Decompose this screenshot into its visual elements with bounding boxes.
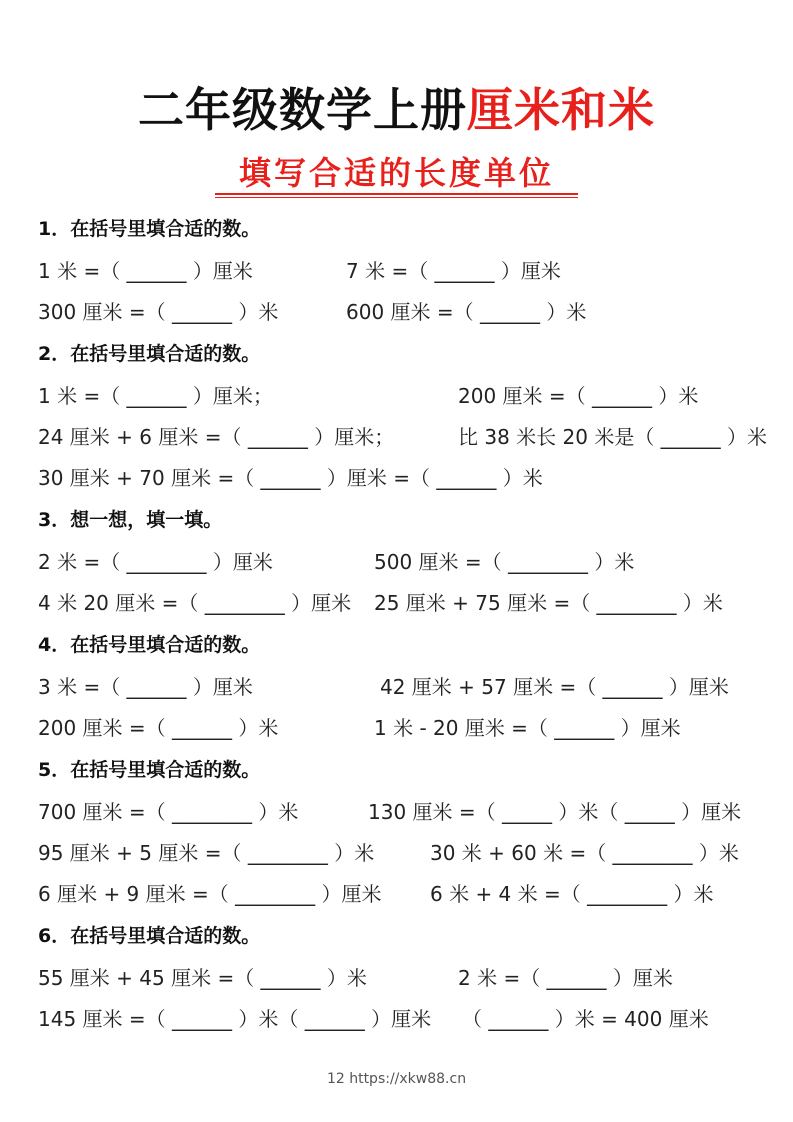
question-item: 1 米 =（ ______ ）厘米 [38, 259, 253, 283]
question-item: 600 厘米 =（ ______ ）米 [346, 300, 587, 324]
question-item: 500 厘米 =（ ________ ）米 [374, 550, 635, 574]
question-item: 200 厘米 =（ ______ ）米 [38, 716, 279, 740]
question-item: 4 米 20 厘米 =（ ________ ）厘米 [38, 591, 352, 615]
question-item: 25 厘米 + 75 厘米 =（ ________ ）米 [374, 591, 723, 615]
page-footer: 12 https://xkw88.cn [326, 1071, 467, 1087]
question-item: 2 米 =（ ________ ）厘米 [38, 550, 273, 574]
question-item: 30 米 + 60 米 =（ ________ ）米 [430, 841, 739, 865]
section-4-heading: 4．在括号里填合适的数。 [38, 634, 261, 656]
question-item: 30 厘米 + 70 厘米 =（ ______ ）厘米 =（ ______ ）米 [38, 466, 543, 490]
question-item: 55 厘米 + 45 厘米 =（ ______ ）米 [38, 966, 367, 990]
question-item: 1 米 - 20 厘米 =（ ______ ）厘米 [374, 716, 681, 740]
subtitle-underline [215, 193, 578, 195]
question-item: 6 厘米 + 9 厘米 =（ ________ ）厘米 [38, 882, 382, 906]
question-item: 7 米 =（ ______ ）厘米 [346, 259, 561, 283]
section-1-heading: 1．在括号里填合适的数。 [38, 218, 261, 240]
section-6-heading: 6．在括号里填合适的数。 [38, 925, 261, 947]
subtitle-underline-thin [215, 197, 578, 198]
question-item: 24 厘米 + 6 厘米 =（ ______ ）厘米； [38, 425, 395, 449]
question-item: 6 米 + 4 米 =（ ________ ）米 [430, 882, 714, 906]
question-item: （ ______ ）米 = 400 厘米 [462, 1007, 709, 1031]
section-3-heading: 3．想一想，填一填。 [38, 509, 223, 531]
question-item: 300 厘米 =（ ______ ）米 [38, 300, 279, 324]
title-main: 二年级数学上册 [138, 83, 467, 137]
question-item: 95 厘米 + 5 厘米 =（ ________ ）米 [38, 841, 375, 865]
question-item: 3 米 =（ ______ ）厘米 [38, 675, 253, 699]
question-item: 130 厘米 =（ _____ ）米（ _____ ）厘米 [368, 800, 742, 824]
question-item: 42 厘米 + 57 厘米 =（ ______ ）厘米 [380, 675, 729, 699]
section-2-heading: 2．在括号里填合适的数。 [38, 343, 261, 365]
page-title [0, 74, 793, 140]
subtitle: 填写合适的长度单位 [238, 154, 554, 192]
section-5-heading: 5．在括号里填合适的数。 [38, 759, 261, 781]
question-item: 1 米 =（ ______ ）厘米； [38, 384, 273, 408]
title-highlight: 厘米和米 [467, 83, 655, 137]
question-item: 200 厘米 =（ ______ ）米 [458, 384, 699, 408]
question-item: 比 38 米长 20 米是（ ______ ）米 [458, 425, 768, 449]
question-item: 145 厘米 =（ ______ ）米（ ______ ）厘米 [38, 1007, 432, 1031]
question-item: 2 米 =（ ______ ）厘米 [458, 966, 673, 990]
question-item: 700 厘米 =（ ________ ）米 [38, 800, 299, 824]
